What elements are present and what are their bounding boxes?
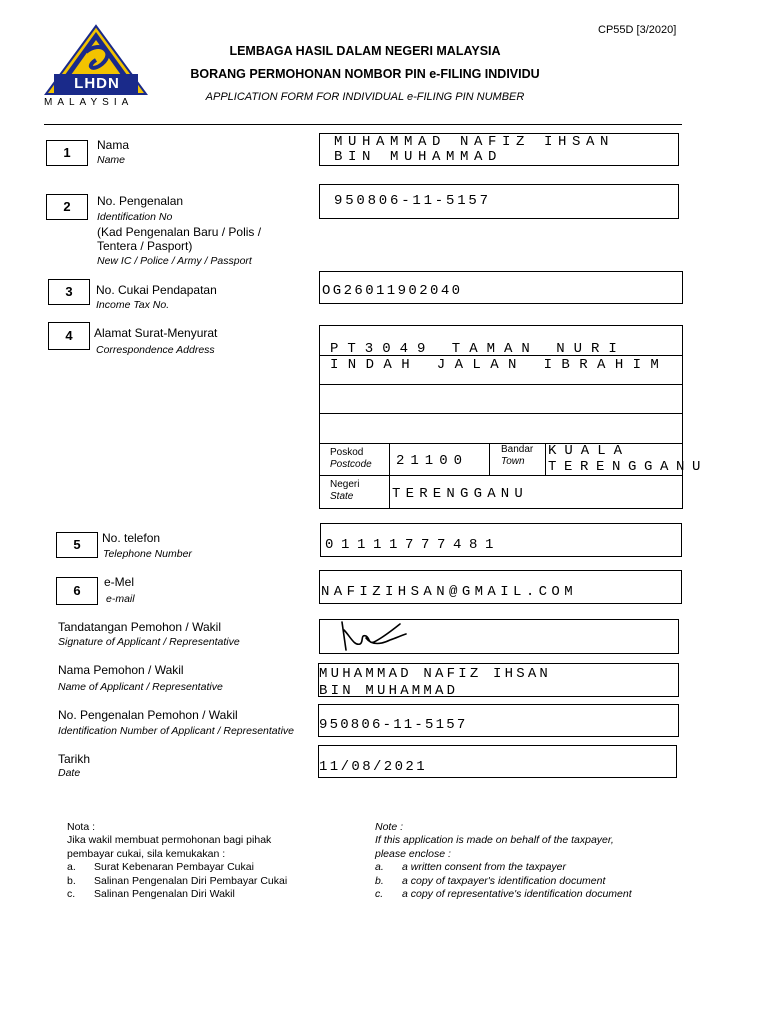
address-col-divider	[389, 443, 390, 475]
lhdn-logo	[40, 22, 154, 114]
signature-label: Tandatangan Pemohon / Wakil	[58, 620, 221, 634]
address-col-divider	[389, 475, 390, 509]
note-en-title: Note :	[375, 821, 404, 833]
address-field[interactable]	[319, 325, 709, 509]
logo-country-text: MALAYSIA	[44, 97, 134, 108]
address-row-divider	[320, 475, 682, 476]
signature-label-en: Signature of Applicant / Representative	[58, 636, 240, 648]
note-en-item-b: a copy of taxpayer's identification document	[402, 875, 606, 887]
name-value-line2: BIN MUHAMMAD	[334, 149, 503, 165]
field-number-1: 1	[46, 140, 88, 166]
tax-no-value: OG26011902040	[322, 283, 463, 299]
applicant-id-label-en: Identification Number of Applicant / Representative	[58, 725, 294, 737]
tax-no-label: No. Cukai Pendapatan	[96, 283, 217, 297]
town-label: Bandar	[501, 444, 534, 455]
date-label-en: Date	[58, 767, 81, 779]
note-en-item-a: a written consent from the taxpayer	[402, 861, 566, 873]
address-row-divider	[320, 384, 682, 385]
phone-label-en: Telephone Number	[103, 548, 192, 560]
town-value-line1: KUALA	[548, 443, 631, 459]
state-label-en: State	[330, 491, 354, 502]
phone-value: 01111777481	[325, 537, 502, 553]
note-en-item-a-marker: a.	[375, 861, 384, 873]
date-value: 11/08/2021	[319, 759, 428, 775]
header-subtitle-en: APPLICATION FORM FOR INDIVIDUAL e-FILING PIN NUMBER	[205, 91, 525, 103]
town-label-en: Town	[501, 456, 525, 467]
id-value: 950806-11-5157	[334, 193, 491, 209]
field-number-6: 6	[56, 577, 98, 605]
applicant-name-field[interactable]	[318, 663, 679, 697]
note-ms-intro1: Jika wakil membuat permohonan bagi pihak	[67, 834, 272, 846]
name-field[interactable]	[319, 133, 679, 166]
header-subtitle-ms: BORANG PERMOHONAN NOMBOR PIN e-FILING INDIVIDU	[190, 67, 540, 81]
field-number-5: 5	[56, 532, 98, 558]
form-code: CP55D [3/2020]	[598, 24, 677, 36]
id-label-sub: (Kad Pengenalan Baru / Polis /	[97, 225, 262, 239]
signature-field[interactable]	[319, 619, 679, 654]
note-ms-item-c: Salinan Pengenalan Diri Wakil	[94, 888, 235, 900]
email-value: NAFIZIHSAN@GMAIL.COM	[321, 584, 578, 600]
note-en-item-c: a copy of representative's identification document	[402, 888, 632, 900]
address-line2-value: INDAH JALAN IBRAHIM	[330, 357, 669, 373]
note-en-intro2: please enclose :	[375, 848, 451, 860]
address-row-divider	[320, 355, 682, 356]
date-label: Tarikh	[58, 752, 91, 766]
date-field[interactable]	[318, 745, 677, 778]
tax-no-label-en: Income Tax No.	[96, 299, 170, 311]
id-label-sub-en: New IC / Police / Army / Passport	[97, 255, 252, 267]
state-value: TERENGGANU	[392, 486, 529, 502]
email-field[interactable]	[319, 570, 682, 604]
name-label: Nama	[97, 138, 130, 152]
applicant-name-value-line2: BIN MUHAMMAD	[319, 683, 459, 699]
name-label-en: Name	[97, 154, 126, 166]
note-ms-item-b: Salinan Pengenalan Diri Pembayar Cukai	[94, 875, 288, 887]
postcode-label: Poskod	[330, 447, 364, 458]
id-field[interactable]	[319, 184, 679, 219]
phone-label: No. telefon	[102, 531, 161, 545]
town-value-line2: TERENGGANU	[548, 459, 709, 475]
id-label-sub2: Tentera / Pasport)	[97, 239, 193, 253]
logo-org-text: LHDN	[74, 75, 120, 92]
applicant-name-label: Nama Pemohon / Wakil	[58, 663, 184, 677]
note-ms-item-a: Surat Kebenaran Pembayar Cukai	[94, 861, 254, 873]
state-label: Negeri	[330, 479, 360, 490]
applicant-id-label: No. Pengenalan Pemohon / Wakil	[58, 708, 238, 722]
applicant-name-label-en: Name of Applicant / Representative	[58, 681, 223, 693]
note-ms-item-b-marker: b.	[67, 875, 76, 887]
applicant-name-value-line1: MUHAMMAD NAFIZ IHSAN	[319, 666, 552, 682]
header-title-ms: LEMBAGA HASIL DALAM NEGERI MALAYSIA	[229, 44, 501, 58]
phone-field[interactable]	[320, 523, 682, 557]
email-label: e-Mel	[104, 575, 135, 589]
field-number-3: 3	[48, 279, 90, 305]
note-ms-intro2: pembayar cukai, sila kemukakan :	[67, 848, 226, 860]
address-label: Alamat Surat-Menyurat	[94, 326, 218, 340]
field-number-4: 4	[48, 322, 90, 350]
note-ms-item-a-marker: a.	[67, 861, 76, 873]
postcode-label-en: Postcode	[330, 459, 372, 470]
note-ms-item-c-marker: c.	[67, 888, 76, 900]
name-value-line1: MUHAMMAD NAFIZ IHSAN	[334, 134, 615, 150]
applicant-id-field[interactable]	[318, 704, 679, 737]
address-label-en: Correspondence Address	[96, 344, 215, 356]
note-en-intro1: If this application is made on behalf of the taxpayer,	[375, 834, 614, 846]
address-col-divider	[489, 443, 490, 475]
address-line1-value: PT3049 TAMAN NURI	[330, 341, 626, 357]
id-label-en: Identification No	[97, 211, 173, 223]
postcode-value: 21100	[396, 453, 469, 469]
note-en-item-c-marker: c.	[375, 888, 384, 900]
note-ms-title: Nota :	[67, 821, 96, 833]
address-row-divider	[320, 413, 682, 414]
note-en-item-b-marker: b.	[375, 875, 384, 887]
field-number-2: 2	[46, 194, 88, 220]
signature-scribble-icon	[338, 616, 438, 656]
id-label: No. Pengenalan	[97, 194, 184, 208]
address-col-divider	[545, 443, 546, 475]
email-label-en: e-mail	[106, 593, 135, 605]
tax-no-field[interactable]	[319, 271, 683, 304]
header-divider	[44, 124, 682, 125]
applicant-id-value: 950806-11-5157	[319, 717, 468, 733]
